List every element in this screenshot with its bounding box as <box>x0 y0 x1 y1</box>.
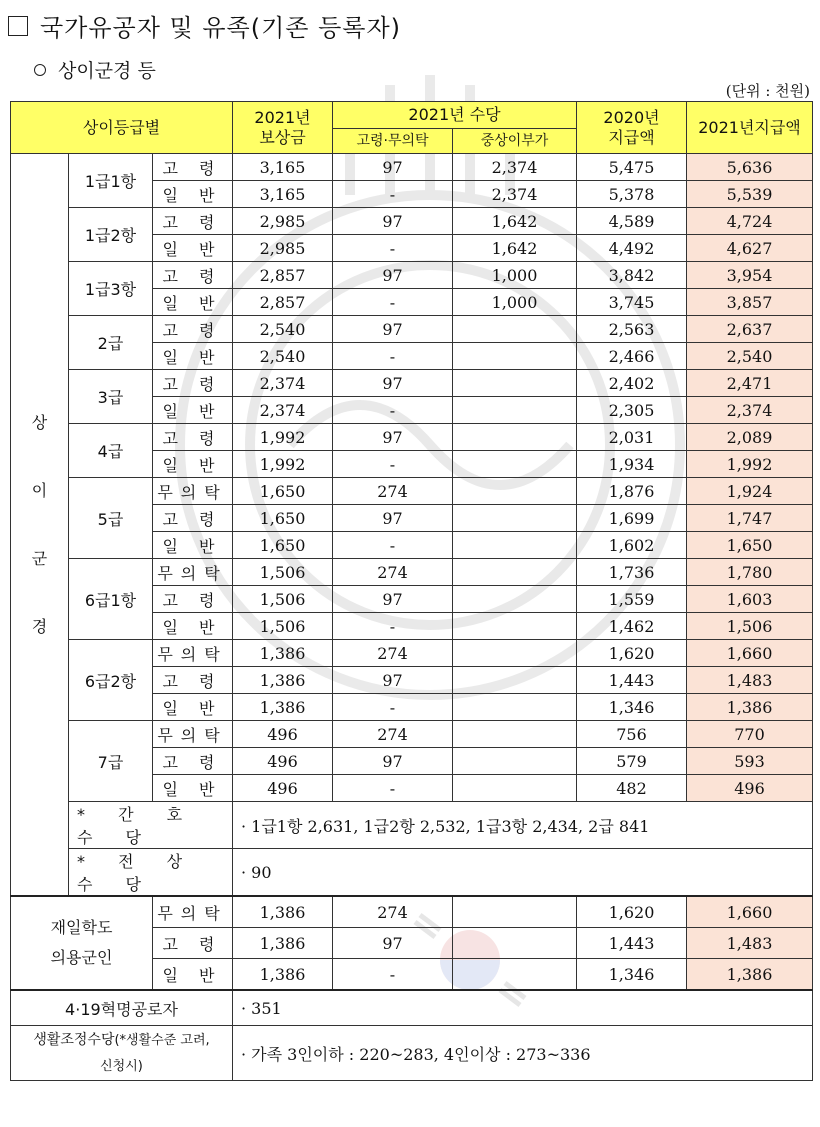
table-row <box>11 208 813 235</box>
living-label-note: (*생활수준 고려, <box>114 1032 210 1048</box>
allowance-b-cell <box>453 478 577 505</box>
grade-cell: 4급 <box>69 424 153 478</box>
pay-2021-cell: 4,627 <box>687 235 813 262</box>
pay-2020-cell: 3,745 <box>577 289 687 316</box>
comp-cell: 2,857 <box>233 289 333 316</box>
pay-2021-cell: 3,954 <box>687 262 813 289</box>
type-cell: 고 령 <box>153 262 233 289</box>
living-label <box>11 1026 233 1081</box>
allowance-a-cell: 97 <box>333 424 453 451</box>
allowance-a-cell: - <box>333 235 453 262</box>
allowance-a-cell: - <box>333 289 453 316</box>
comp-cell: 1,386 <box>233 928 333 959</box>
allowance-a-cell: - <box>333 343 453 370</box>
header-pay-2020: 2020년 지급액 <box>577 102 687 154</box>
table-row <box>11 559 813 586</box>
pay-2020-cell: 2,305 <box>577 397 687 424</box>
nursing-allowance-label: * 간 호 수 당 <box>69 802 233 849</box>
table-row <box>11 262 813 289</box>
pay-2020-cell: 1,346 <box>577 694 687 721</box>
compensation-table <box>10 101 813 1081</box>
allowance-a-cell: 97 <box>333 262 453 289</box>
allowance-a-cell: - <box>333 613 453 640</box>
group-label-char: 이 <box>31 480 48 500</box>
nursing-allowance-text: · 1급1항 2,631, 1급2항 2,532, 1급3항 2,434, 2급 841 <box>233 802 813 849</box>
type-cell: 일 반 <box>153 289 233 316</box>
comp-cell: 1,386 <box>233 959 333 991</box>
allowance-a-cell: - <box>333 775 453 802</box>
table-row <box>11 154 813 181</box>
comp-cell: 2,540 <box>233 343 333 370</box>
grade-cell: 1급2항 <box>69 208 153 262</box>
type-cell: 무의탁 <box>153 721 233 748</box>
allowance-b-cell <box>453 959 577 991</box>
type-cell: 일 반 <box>153 397 233 424</box>
pay-2021-cell: 496 <box>687 775 813 802</box>
group-label-char: 경 <box>31 616 48 636</box>
allowance-b-cell <box>453 505 577 532</box>
pay-2021-cell: 2,540 <box>687 343 813 370</box>
checkbox-icon <box>8 16 28 36</box>
header-pay-2021: 2021년지급액 <box>687 102 813 154</box>
allowance-b-cell <box>453 928 577 959</box>
comp-cell: 2,985 <box>233 235 333 262</box>
allowance-b-cell: 1,000 <box>453 289 577 316</box>
table-row <box>11 640 813 667</box>
table-row <box>11 370 813 397</box>
pay-2021-cell: 593 <box>687 748 813 775</box>
pay-2021-cell: 1,780 <box>687 559 813 586</box>
pay-2020-cell: 1,443 <box>577 928 687 959</box>
allowance-b-cell <box>453 667 577 694</box>
type-cell: 무의탁 <box>153 559 233 586</box>
group-label <box>11 154 69 897</box>
grade-cell: 2급 <box>69 316 153 370</box>
pay-2020-cell: 1,620 <box>577 896 687 928</box>
allowance-b-cell <box>453 640 577 667</box>
type-cell: 일 반 <box>153 235 233 262</box>
battle-allowance-row <box>11 849 813 897</box>
table-row <box>11 424 813 451</box>
pay-2020-cell: 1,620 <box>577 640 687 667</box>
section-subtitle <box>34 56 156 83</box>
allowance-a-cell: - <box>333 532 453 559</box>
pay-2021-cell: 1,650 <box>687 532 813 559</box>
allowance-a-cell: 274 <box>333 721 453 748</box>
pay-2020-cell: 1,443 <box>577 667 687 694</box>
type-cell: 무의탁 <box>153 640 233 667</box>
table-row <box>11 316 813 343</box>
type-cell: 일 반 <box>153 775 233 802</box>
living-row <box>11 1026 813 1081</box>
grade-cell: 3급 <box>69 370 153 424</box>
comp-cell: 2,374 <box>233 370 333 397</box>
allowance-b-cell <box>453 748 577 775</box>
pay-2020-cell: 1,602 <box>577 532 687 559</box>
comp-cell: 1,650 <box>233 505 333 532</box>
type-cell: 고 령 <box>153 748 233 775</box>
allowance-a-cell: 97 <box>333 154 453 181</box>
allowance-b-cell: 2,374 <box>453 181 577 208</box>
comp-cell: 1,992 <box>233 424 333 451</box>
pay-2020-cell: 5,378 <box>577 181 687 208</box>
comp-cell: 1,650 <box>233 478 333 505</box>
type-cell: 고 령 <box>153 424 233 451</box>
pay-2020-cell: 482 <box>577 775 687 802</box>
allowance-b-cell <box>453 316 577 343</box>
header-allowance: 2021년 수당 <box>333 102 577 129</box>
grade-cell: 6급2항 <box>69 640 153 721</box>
pay-2020-cell: 1,699 <box>577 505 687 532</box>
allowance-b-cell <box>453 451 577 478</box>
comp-cell: 1,506 <box>233 586 333 613</box>
table-row <box>11 478 813 505</box>
header-comp: 2021년 보상금 <box>233 102 333 154</box>
allowance-a-cell: 97 <box>333 505 453 532</box>
pay-2021-cell: 2,471 <box>687 370 813 397</box>
allowance-b-cell: 2,374 <box>453 154 577 181</box>
nursing-allowance-row <box>11 802 813 849</box>
allowance-a-cell: 97 <box>333 748 453 775</box>
pay-2021-cell: 1,603 <box>687 586 813 613</box>
comp-cell: 1,386 <box>233 896 333 928</box>
circle-bullet-icon <box>34 64 46 76</box>
pay-2020-cell: 579 <box>577 748 687 775</box>
allowance-b-cell <box>453 397 577 424</box>
pay-2021-cell: 1,924 <box>687 478 813 505</box>
allowance-a-cell: - <box>333 397 453 424</box>
pay-2021-cell: 5,636 <box>687 154 813 181</box>
comp-cell: 1,506 <box>233 559 333 586</box>
grade-cell: 5급 <box>69 478 153 559</box>
living-label-main: 생활조정수당 <box>33 1031 115 1048</box>
subtitle-text: 상이군경 등 <box>58 60 156 82</box>
allowance-a-cell: 97 <box>333 208 453 235</box>
pay-2021-cell: 1,483 <box>687 667 813 694</box>
pay-2021-cell: 1,483 <box>687 928 813 959</box>
table-body <box>11 154 813 1081</box>
pay-2020-cell: 3,842 <box>577 262 687 289</box>
pay-2020-cell: 5,475 <box>577 154 687 181</box>
comp-cell: 2,374 <box>233 397 333 424</box>
type-cell: 고 령 <box>153 208 233 235</box>
allowance-a-cell: 97 <box>333 370 453 397</box>
type-cell: 고 령 <box>153 586 233 613</box>
allowance-b-cell <box>453 721 577 748</box>
allowance-a-cell: 274 <box>333 478 453 505</box>
allowance-b-cell <box>453 613 577 640</box>
type-cell: 고 령 <box>153 370 233 397</box>
grade-cell: 1급1항 <box>69 154 153 208</box>
pay-2020-cell: 4,492 <box>577 235 687 262</box>
table-row <box>11 721 813 748</box>
pay-2021-cell: 2,374 <box>687 397 813 424</box>
allowance-b-cell: 1,000 <box>453 262 577 289</box>
type-cell: 무의탁 <box>153 896 233 928</box>
group-label-char: 상 <box>31 412 48 432</box>
revolution-label: 4·19혁명공로자 <box>11 990 233 1026</box>
allowance-b-cell: 1,642 <box>453 208 577 235</box>
type-cell: 일 반 <box>153 181 233 208</box>
pay-2020-cell: 4,589 <box>577 208 687 235</box>
type-cell: 고 령 <box>153 505 233 532</box>
comp-cell: 3,165 <box>233 181 333 208</box>
allowance-a-cell: 97 <box>333 316 453 343</box>
allowance-a-cell: 97 <box>333 667 453 694</box>
section-title <box>8 8 401 43</box>
allowance-a-cell: - <box>333 181 453 208</box>
comp-cell: 496 <box>233 721 333 748</box>
group-label-char: 군 <box>31 548 48 568</box>
pay-2020-cell: 2,402 <box>577 370 687 397</box>
comp-cell: 1,386 <box>233 694 333 721</box>
battle-allowance-label: * 전 상 수 당 <box>69 849 233 897</box>
comp-cell: 1,650 <box>233 532 333 559</box>
type-cell: 일 반 <box>153 613 233 640</box>
pay-2020-cell: 2,466 <box>577 343 687 370</box>
allowance-a-cell: 97 <box>333 928 453 959</box>
living-label-note2: 신청시) <box>100 1058 143 1074</box>
pay-2020-cell: 1,736 <box>577 559 687 586</box>
pay-2021-cell: 3,857 <box>687 289 813 316</box>
pay-2020-cell: 1,876 <box>577 478 687 505</box>
comp-cell: 1,386 <box>233 640 333 667</box>
pay-2021-cell: 2,637 <box>687 316 813 343</box>
pay-2021-cell: 1,660 <box>687 640 813 667</box>
allowance-b-cell <box>453 896 577 928</box>
title-text: 국가유공자 및 유족(기존 등록자) <box>40 14 402 42</box>
allowance-b-cell <box>453 532 577 559</box>
allowance-b-cell <box>453 559 577 586</box>
allowance-b-cell: 1,642 <box>453 235 577 262</box>
allowance-a-cell: - <box>333 694 453 721</box>
pay-2021-cell: 770 <box>687 721 813 748</box>
allowance-a-cell: 274 <box>333 896 453 928</box>
comp-cell: 3,165 <box>233 154 333 181</box>
grade-cell: 6급1항 <box>69 559 153 640</box>
type-cell: 고 령 <box>153 316 233 343</box>
grade-cell: 1급3항 <box>69 262 153 316</box>
comp-cell: 1,506 <box>233 613 333 640</box>
allowance-a-cell: 97 <box>333 586 453 613</box>
comp-cell: 496 <box>233 748 333 775</box>
allowance-b-cell <box>453 370 577 397</box>
pay-2020-cell: 2,031 <box>577 424 687 451</box>
comp-cell: 2,540 <box>233 316 333 343</box>
revolution-row <box>11 990 813 1026</box>
pay-2020-cell: 1,346 <box>577 959 687 991</box>
pay-2020-cell: 1,462 <box>577 613 687 640</box>
living-text: · 가족 3인이하 : 220~283, 4인이상 : 273~336 <box>233 1026 813 1081</box>
comp-cell: 496 <box>233 775 333 802</box>
allowance-a-cell: - <box>333 451 453 478</box>
pay-2021-cell: 1,386 <box>687 959 813 991</box>
pay-2020-cell: 756 <box>577 721 687 748</box>
pay-2021-cell: 1,660 <box>687 896 813 928</box>
comp-cell: 2,985 <box>233 208 333 235</box>
allowance-b-cell <box>453 775 577 802</box>
student-row <box>11 896 813 928</box>
pay-2020-cell: 1,559 <box>577 586 687 613</box>
type-cell: 일 반 <box>153 451 233 478</box>
header-allowance-b: 중상이부가 <box>453 129 577 154</box>
header-allowance-a: 고령·무의탁 <box>333 129 453 154</box>
student-label: 재일학도 의용군인 <box>11 896 153 990</box>
type-cell: 일 반 <box>153 343 233 370</box>
allowance-a-cell: 274 <box>333 559 453 586</box>
revolution-text: · 351 <box>233 990 813 1026</box>
pay-2021-cell: 4,724 <box>687 208 813 235</box>
type-cell: 고 령 <box>153 928 233 959</box>
allowance-a-cell: 274 <box>333 640 453 667</box>
allowance-b-cell <box>453 343 577 370</box>
type-cell: 고 령 <box>153 154 233 181</box>
type-cell: 고 령 <box>153 667 233 694</box>
comp-cell: 1,992 <box>233 451 333 478</box>
pay-2021-cell: 5,539 <box>687 181 813 208</box>
pay-2021-cell: 1,506 <box>687 613 813 640</box>
unit-label: (단위 : 천원) <box>725 82 810 100</box>
pay-2020-cell: 2,563 <box>577 316 687 343</box>
pay-2020-cell: 1,934 <box>577 451 687 478</box>
comp-cell: 2,857 <box>233 262 333 289</box>
type-cell: 일 반 <box>153 959 233 991</box>
allowance-a-cell: - <box>333 959 453 991</box>
header-grade: 상이등급별 <box>11 102 233 154</box>
comp-cell: 1,386 <box>233 667 333 694</box>
allowance-b-cell <box>453 586 577 613</box>
battle-allowance-text: · 90 <box>233 849 813 897</box>
type-cell: 일 반 <box>153 532 233 559</box>
pay-2021-cell: 1,747 <box>687 505 813 532</box>
pay-2021-cell: 1,386 <box>687 694 813 721</box>
pay-2021-cell: 2,089 <box>687 424 813 451</box>
pay-2021-cell: 1,992 <box>687 451 813 478</box>
allowance-b-cell <box>453 424 577 451</box>
allowance-b-cell <box>453 694 577 721</box>
type-cell: 무의탁 <box>153 478 233 505</box>
grade-cell: 7급 <box>69 721 153 802</box>
type-cell: 일 반 <box>153 694 233 721</box>
